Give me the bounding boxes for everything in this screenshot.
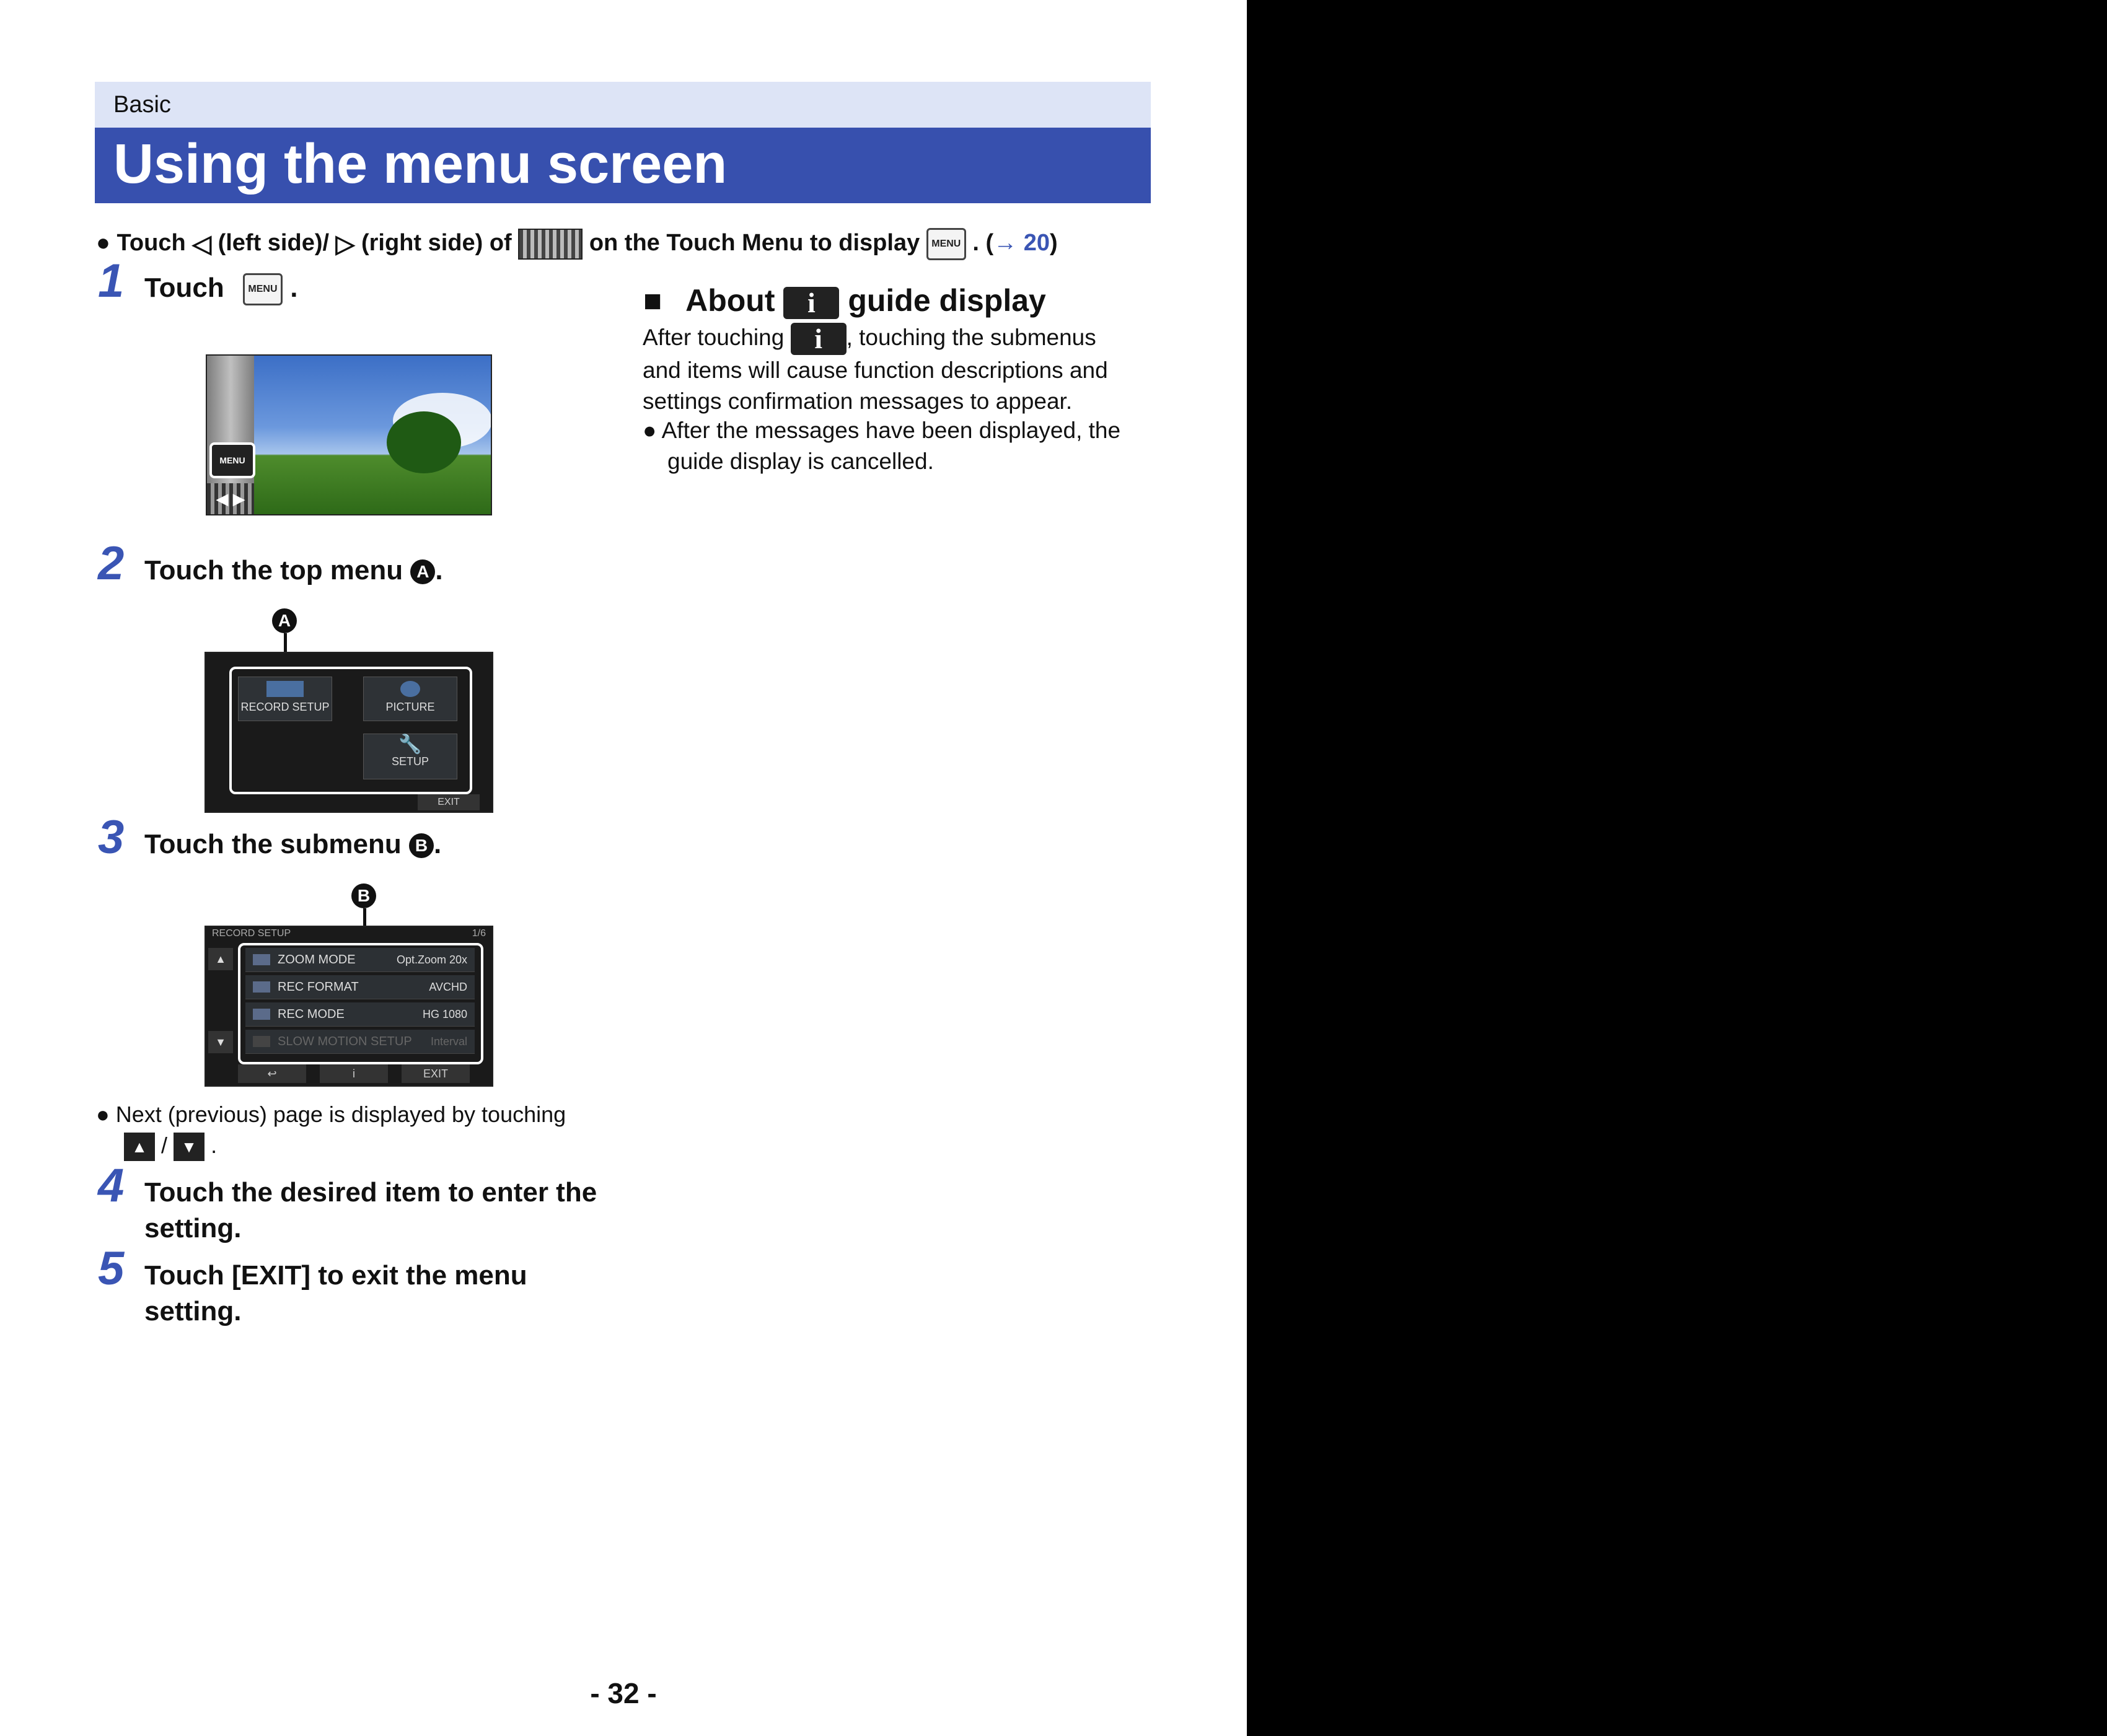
info-button[interactable]: i <box>320 1064 388 1083</box>
touch-menu-arrows-icon[interactable]: ◀ ▶ <box>207 483 254 514</box>
about-bullet-line-1: After the messages have been displayed, the <box>661 418 1121 443</box>
about-bullet-line-2: guide display is cancelled. <box>667 449 934 474</box>
wrench-icon: 🔧 <box>398 734 422 755</box>
note-text: Next (previous) page is displayed by touching <box>115 1102 566 1127</box>
intro-text-5: . ( <box>972 230 994 256</box>
page-link[interactable]: 20 <box>1023 230 1050 256</box>
record-setup-header: RECORD SETUP <box>212 928 291 939</box>
intro-text-2: (left side)/ <box>218 230 330 256</box>
step-1-number: 1 <box>98 255 125 307</box>
about-line-1 <box>643 322 1108 355</box>
about-line-3: settings confirmation messages to appear. <box>643 388 1073 414</box>
page-title: Using the menu screen <box>113 133 728 195</box>
exit-button[interactable]: EXIT <box>402 1064 470 1083</box>
next-page-note <box>96 1099 566 1130</box>
step-3-label: Touch the submenu <box>144 829 402 859</box>
row-value: HG 1080 <box>422 1008 467 1020</box>
camera-screen-figure <box>206 354 492 515</box>
bullet: ● <box>96 1102 110 1127</box>
black-margin <box>1247 0 2107 1736</box>
highlight-frame <box>229 667 472 794</box>
about-heading-pre: About <box>685 283 775 318</box>
step-3-number: 3 <box>98 811 125 864</box>
left-triangle-icon: ◁ <box>192 230 212 258</box>
about-paragraph <box>643 322 1108 417</box>
menu-icon[interactable]: MENU <box>209 442 255 478</box>
up-arrow-icon: ▲ <box>124 1133 155 1161</box>
record-setup-label: RECORD SETUP <box>240 701 330 713</box>
section-label: Basic <box>113 92 171 118</box>
row-label: SLOW MOTION SETUP <box>278 1035 412 1048</box>
next-page-icons <box>124 1130 217 1161</box>
highlight-frame <box>238 943 483 1064</box>
picture-label: PICTURE <box>385 701 435 713</box>
row-label: ZOOM MODE <box>278 953 356 967</box>
step-2-label: Touch the top menu <box>144 555 403 585</box>
square-bullet-icon: ■ <box>643 283 662 318</box>
step-5-text <box>144 1258 527 1330</box>
setup-label: SETUP <box>391 755 429 768</box>
info-icon: i <box>791 323 847 355</box>
touch-menu-strip-icon <box>518 229 583 260</box>
step-1-text <box>144 270 297 306</box>
step-5-line-2: setting. <box>144 1296 242 1326</box>
submenu-header <box>206 927 492 940</box>
intro-line <box>96 226 1058 261</box>
figure-marker-a: A <box>272 608 297 633</box>
step-4-text <box>144 1175 597 1247</box>
bullet: ● <box>643 418 657 443</box>
step-3-text <box>144 826 441 862</box>
page-number: - 32 - <box>590 1677 657 1709</box>
row-value: Interval <box>430 1035 467 1048</box>
top-menu-figure <box>205 652 493 813</box>
about-line-2: and items will cause function descriptions and <box>643 357 1108 384</box>
step-1-label: Touch <box>144 273 224 303</box>
row-value: AVCHD <box>429 981 467 993</box>
marker-a: A <box>410 559 435 584</box>
intro-text-1: Touch <box>117 230 186 256</box>
submenu-bottom-bar <box>238 1064 478 1083</box>
step-2-suffix: . <box>435 555 443 585</box>
note-end: . <box>211 1133 218 1158</box>
row-label: REC FORMAT <box>278 980 359 994</box>
step-3-suffix: . <box>433 829 442 859</box>
step-4-line-1: Touch the desired item to enter the <box>144 1177 597 1208</box>
step-5-line-1: Touch [EXIT] to exit the menu <box>144 1260 527 1291</box>
separator: / <box>161 1133 168 1158</box>
bullet: ● <box>96 230 110 256</box>
step-4-number: 4 <box>98 1159 125 1212</box>
intro-text-3: (right side) of <box>361 230 512 256</box>
arrow-icon: → <box>993 230 1018 256</box>
exit-button[interactable]: EXIT <box>418 794 480 810</box>
row-value: Opt.Zoom 20x <box>396 953 467 966</box>
section-band <box>95 82 1151 128</box>
page-down-button[interactable]: ▼ <box>208 1031 233 1053</box>
step-4-line-2: setting. <box>144 1213 242 1243</box>
intro-text-4: on the Touch Menu to display <box>589 230 920 256</box>
about-heading-post: guide display <box>848 283 1046 318</box>
page-up-button[interactable]: ▲ <box>208 948 233 970</box>
info-icon: i <box>783 287 839 319</box>
about-line-1-pre: After touching <box>643 325 785 350</box>
menu-icon: MENU <box>243 273 283 305</box>
row-label: REC MODE <box>278 1007 345 1021</box>
menu-icon: MENU <box>926 228 966 260</box>
intro-text-6: ) <box>1049 230 1058 256</box>
marker-b: B <box>409 833 434 858</box>
step-2-text <box>144 553 443 589</box>
right-triangle-icon: ▷ <box>335 230 355 258</box>
about-bullet <box>643 415 1120 477</box>
about-line-1-post: , touching the submenus <box>846 325 1096 350</box>
figure-marker-b: B <box>351 883 376 908</box>
back-button[interactable]: ↩ <box>238 1064 306 1083</box>
submenu-figure <box>205 926 493 1087</box>
step-2-number: 2 <box>98 537 125 590</box>
down-arrow-icon: ▼ <box>174 1133 205 1161</box>
tree-image <box>387 411 461 473</box>
step-5-number: 5 <box>98 1242 125 1295</box>
step-1-suffix: . <box>290 273 298 303</box>
page-indicator: 1/6 <box>472 928 486 939</box>
about-heading <box>643 279 1046 322</box>
